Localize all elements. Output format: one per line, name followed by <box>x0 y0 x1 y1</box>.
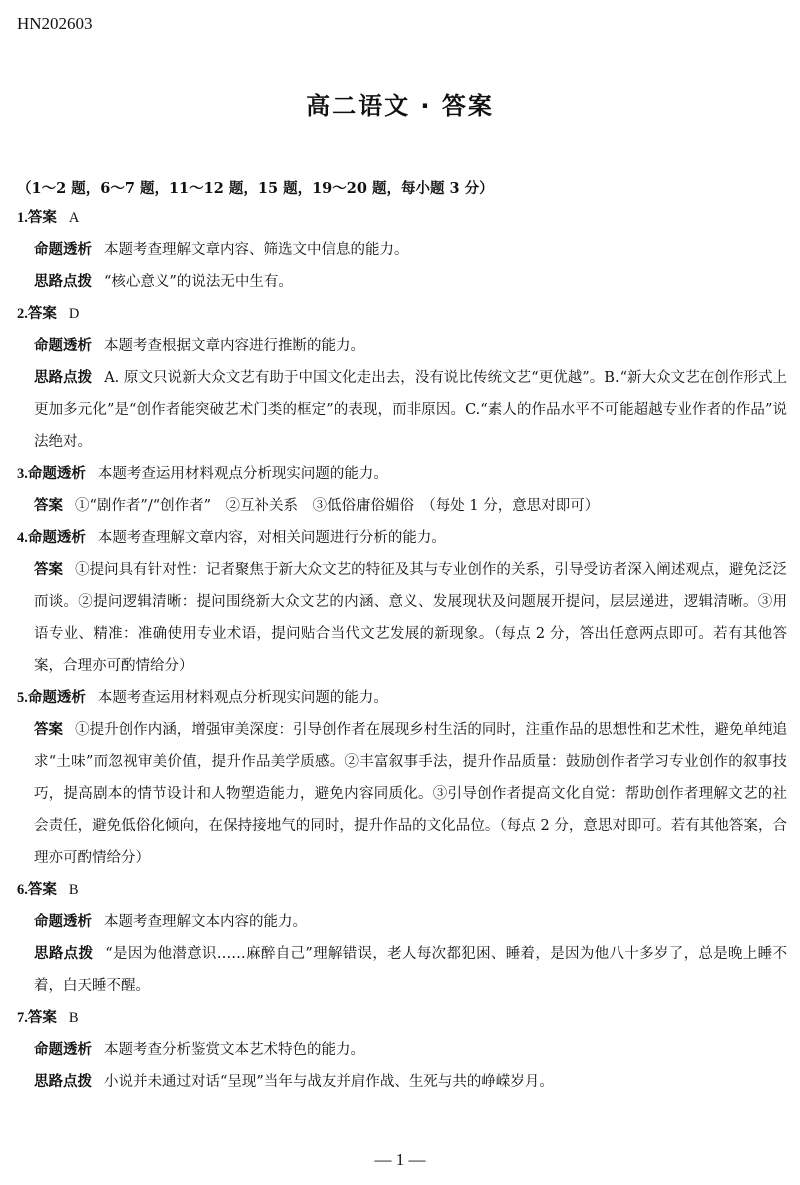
analysis-label: 命题透析 <box>27 690 86 706</box>
answer-label: 答案 <box>34 722 64 738</box>
question-number: 1. <box>17 210 28 226</box>
question-number: 4. <box>17 530 28 546</box>
answer-label: 答案 <box>34 562 64 578</box>
answer-label: 答案 <box>27 210 57 226</box>
question-7 <box>17 1002 787 1098</box>
analysis-label: 命题透析 <box>34 242 92 258</box>
analysis-text: 本题考查根据文章内容进行推断的能力。 <box>104 338 365 354</box>
answer-choice: B <box>68 1010 79 1026</box>
hint-label: 思路点拨 <box>34 946 94 962</box>
hint-text: “核心意义”的说法无中生有。 <box>104 274 293 290</box>
question-2 <box>17 298 787 458</box>
analysis-text: 本题考查理解文章内容，对相关问题进行分析的能力。 <box>97 530 446 546</box>
answer-text: ①提升创作内涵，增强审美深度：引导创作者在展现乡村生活的同时，注重作品的思想性和艺术性，避免单纯追求“土味”而忽视审美价值，提升作品美学质感。②丰富叙事手法，提升作品质量：鼓励创作者学习专业创作的叙事技巧，提高剧本的情节设计和人物塑造能力，避免内容同质化。③引导创作者提高文化自觉：帮助创作者理解文艺的社会责任，避免低俗化倾向，在保持接地气的同时，提升作品的文化品位。（每点 2 分，意思对即可。若有其他答案，合理亦可酌情给分） <box>34 722 787 866</box>
analysis-label: 命题透析 <box>34 1042 92 1058</box>
analysis-label: 命题透析 <box>27 466 86 482</box>
question-number: 6. <box>17 882 28 898</box>
question-4 <box>17 522 787 682</box>
hint-text: “是因为他潜意识……麻醉自己”理解错误，老人每次都犯困、睡着，是因为他八十多岁了，总是晚上睡不着，白天睡不醒。 <box>34 946 787 994</box>
answer-label: 答案 <box>27 882 57 898</box>
question-6 <box>17 874 787 1002</box>
question-number: 5. <box>17 690 28 706</box>
hint-text: 小说并未通过对话“呈现”当年与战友并肩作战、生死与共的峥嵘岁月。 <box>104 1074 554 1090</box>
answer-label: 答案 <box>34 498 63 514</box>
answer-choice: A <box>68 210 80 226</box>
question-3 <box>17 458 787 522</box>
analysis-label: 命题透析 <box>34 914 92 930</box>
analysis-text: 本题考查运用材料观点分析现实问题的能力。 <box>97 466 388 482</box>
analysis-text: 本题考查运用材料观点分析现实问题的能力。 <box>97 690 388 706</box>
hint-label: 思路点拨 <box>34 274 92 290</box>
answer-choice: D <box>68 306 80 322</box>
answer-text: ①提问具有针对性：记者聚焦于新大众文艺的特征及其与专业创作的关系，引导受访者深入阐述观点，避免泛泛而谈。②提问逻辑清晰：提问围绕新大众文艺的内涵、意义、发展现状及问题展开提问，层层递进，逻辑清晰。③用语专业、精准：准确使用专业术语，提问贴合当代文艺发展的新现象。（每点 2 分，答出任意两点即可。若有其他答案，合理亦可酌情给分） <box>34 562 787 674</box>
answer-label: 答案 <box>27 306 57 322</box>
answer-text: ①“剧作者”/“创作者” ②互补关系 ③低俗庸俗媚俗 （每处 1 分，意思对即可） <box>75 498 600 514</box>
hint-label: 思路点拨 <box>34 370 93 386</box>
answer-choice: B <box>68 882 79 898</box>
document-code: HN202603 <box>17 14 93 33</box>
document-title: 高二语文 · 答案 <box>306 92 494 120</box>
analysis-label: 命题透析 <box>27 530 86 546</box>
page-number: — 1 — <box>374 1150 426 1169</box>
hint-label: 思路点拨 <box>34 1074 92 1090</box>
question-1 <box>17 202 787 298</box>
analysis-text: 本题考查理解文本内容的能力。 <box>104 914 307 930</box>
answer-label: 答案 <box>27 1010 57 1026</box>
scoring-note: （1～2 题，6～7 题，11～12 题，15 题，19～20 题，每小题 3 分） <box>17 180 494 197</box>
answer-content <box>17 176 787 1098</box>
analysis-text: 本题考查分析鉴赏文本艺术特色的能力。 <box>104 1042 365 1058</box>
question-number: 2. <box>17 306 28 322</box>
hint-text: A. 原文只说新大众文艺有助于中国文化走出去，没有说比传统文艺“更优越”。B.“新大众文艺在创作形式上更加多元化”是“创作者能突破艺术门类的框定”的表现，而非原因。C.“素人的作品水平不可能超越专业作者的作品”说法绝对。 <box>34 370 787 450</box>
question-5 <box>17 682 787 874</box>
question-number: 7. <box>17 1010 28 1026</box>
analysis-label: 命题透析 <box>34 338 92 354</box>
question-number: 3. <box>17 466 28 482</box>
analysis-text: 本题考查理解文章内容、筛选文中信息的能力。 <box>104 242 409 258</box>
